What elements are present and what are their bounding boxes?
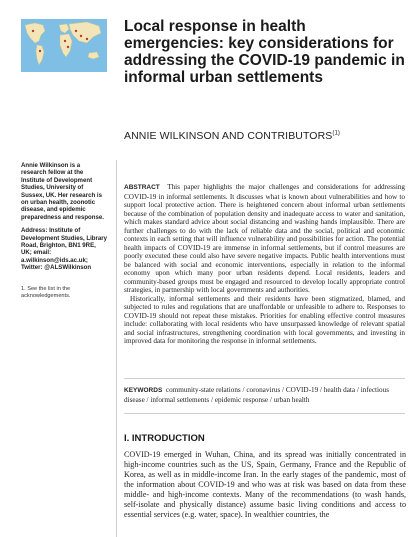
section-heading: I. INTRODUCTION (124, 433, 205, 444)
world-map-image (21, 19, 107, 72)
abstract-paragraph-1 (124, 183, 405, 295)
abstract-text-1: This paper highlights the major challenges and considerations for addressing COVID-19 in informal settlements. It discusses what is known about vulnerabilities and how to support local protective action. There is heightened concern about informal urban settlements because of the combination of population density and inadequate access to water and sanitation, which makes standard advice about social distancing and washing hands implausible. There are further challenges to do with the lack of reliable data and the social, political and economic contexts in each setting that will influence vulnerability and possibilities for action. The potential health impacts of COVID-19 are immense in informal settlements, but if control measures are poorly executed these could also have severe negative impacts. Public health interventions must be balanced with social and economic interventions, especially in relation to the informal economy upon which many poor urban residents depend. Local residents, leaders and community-based groups must be engaged and resourced to develop locally appropriate control strategies, in partnership with local governments and authorities. (124, 183, 406, 294)
author-names: ANNIE WILKINSON AND CONTRIBUTORS (124, 130, 333, 142)
keywords (124, 386, 405, 404)
author-footnote-mark: (1) (332, 130, 341, 137)
abstract-label: ABSTRACT (124, 184, 160, 191)
author-sidebar (21, 162, 107, 278)
footnote: 1. See the list in the acknowledgements. (21, 286, 71, 299)
abstract (124, 183, 405, 346)
author-address: Address: Institute of Development Studies, Library Road, Brighton, BN1 9RE, UK; email: a.wilkinson@ids.ac.uk; Twitter: @ALSWilkinson (21, 227, 108, 272)
keywords-bottom-rule (124, 413, 405, 414)
column-divider (116, 160, 117, 537)
paper-title: Local response in health emergencies: key considerations for addressing the COVID-19 pandemic in informal urban settlements (124, 18, 405, 86)
keywords-label: KEYWORDS (124, 387, 163, 394)
keywords-text: community-state relations / coronavirus / COVID-19 / health data / infectious disease / informal settlements / epidemic response / urban health (124, 386, 390, 404)
section-body: COVID-19 emerged in Wuhan, China, and its spread was initially concentrated in high-income countries such as the US, Spain, Germany, France and the Republic of Korea, as well as in middle-income Iran. In the early stages of the pandemic, most of the information about COVID-19 and who was at risk was based on data from these middle- and high-income contexts. Many of the recommendations (to wash hands, self-isolate and physically distance) assume basic living conditions and access to essential services (e.g. water, space). In wealthier countries, the (124, 450, 406, 519)
author-line (124, 130, 340, 142)
abstract-paragraph-2: Historically, informal settlements and their residents have been stigmatized, blamed, and subjected to rules and regulations that are unaffordable or unfeasible to adhere to. Responses to COVID-19 should not repeat these mistakes. Priorities for enabling effective control measures include: collaborating with local residents who have unsurpassed knowledge of relevant spatial and social infrastructures, strengthening coordination with local governments, and investing in improved data for monitoring the response in informal settlements. (124, 294, 405, 345)
author-bio: Annie Wilkinson is a research fellow at the Institute of Development Studies, University of Sussex, UK. Her research is on urban health, zoonotic disease, and epidemic preparedness and response. (21, 162, 104, 221)
keywords-top-rule (124, 378, 405, 379)
